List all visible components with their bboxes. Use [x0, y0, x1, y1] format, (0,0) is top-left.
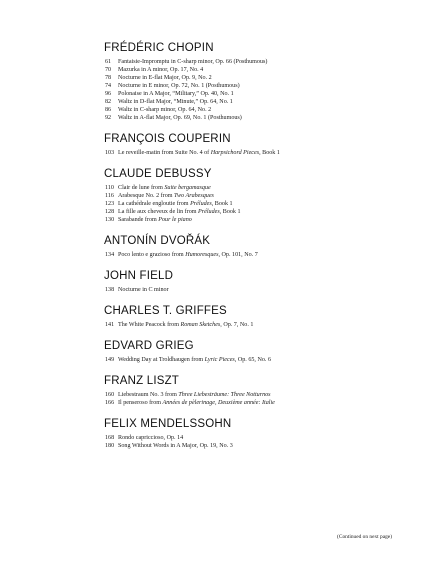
title-text: Poco lento e grazioso from — [118, 252, 186, 258]
collection-title-italic: Humoresques — [185, 252, 219, 258]
title-text: , Book 1 — [211, 201, 233, 207]
page-number: 134 — [105, 252, 115, 258]
page-number: 128 — [105, 209, 115, 215]
toc-entry[interactable] — [104, 442, 404, 450]
title-text: , Op. 7, No. 1 — [220, 322, 254, 328]
composer-section — [104, 167, 404, 224]
page-number: 149 — [105, 357, 115, 363]
toc-entry[interactable] — [104, 216, 404, 224]
toc-entry[interactable] — [104, 184, 404, 192]
piece-title — [118, 399, 275, 407]
piece-title — [118, 149, 280, 157]
toc-entry[interactable] — [104, 321, 404, 329]
title-text: Mazurka in A minor, Op. 17, No. 4 — [118, 67, 204, 73]
title-text: Clair de lune from — [118, 185, 165, 191]
collection-title-italic: Années de pèlerinage, Deuxième année: Italie — [162, 400, 275, 406]
composer-section — [104, 269, 404, 294]
toc-entry[interactable] — [104, 90, 404, 98]
collection-title-italic: Suite bergamasque — [164, 185, 211, 191]
page-number: 130 — [105, 217, 115, 223]
composer-section — [104, 41, 404, 122]
composer-heading: FRÉDÉRIC CHOPIN — [104, 42, 214, 54]
page-number: 166 — [105, 400, 115, 406]
toc-entry[interactable] — [104, 74, 404, 82]
toc-entry[interactable] — [104, 114, 404, 122]
title-text: Arabesque No. 2 from — [118, 193, 175, 199]
composer-heading: FRANZ LISZT — [104, 375, 180, 387]
toc-entry[interactable] — [104, 356, 404, 364]
title-text: Waltz in A-flat Major, Op. 69, No. 1 (Posthumous) — [118, 115, 242, 121]
piece-title — [118, 321, 253, 329]
piece-title — [118, 434, 183, 442]
toc-entry[interactable] — [104, 286, 404, 294]
composer-heading: EDVARD GRIEG — [104, 340, 194, 352]
title-text: Liebestraum No. 3 from — [118, 392, 179, 398]
composer-heading: JOHN FIELD — [104, 270, 174, 282]
composer-heading: CLAUDE DEBUSSY — [104, 168, 212, 180]
continued-note: (Continued on next page) — [337, 534, 392, 540]
piece-title — [118, 74, 212, 82]
page-number: 96 — [105, 91, 112, 97]
title-text: Nocturne in E minor, Op. 72, No. 1 (Posthumous) — [118, 83, 240, 89]
title-text: Song Without Words in A Major, Op. 19, No. 3 — [118, 443, 233, 449]
page-number: 138 — [105, 287, 115, 293]
toc-entry[interactable] — [104, 58, 404, 66]
title-text: La cathédrale engloutie from — [118, 201, 191, 207]
piece-title — [118, 286, 169, 294]
collection-title-italic: Lyric Pieces — [204, 357, 235, 363]
piece-title — [118, 251, 258, 259]
collection-title-italic: Préludes — [190, 201, 212, 207]
toc-entry[interactable] — [104, 106, 404, 114]
piece-title — [118, 216, 192, 224]
title-text: La fille aux cheveux de lin from — [118, 209, 199, 215]
page-number: 160 — [105, 392, 115, 398]
collection-title-italic: Préludes — [198, 209, 220, 215]
composer-heading: CHARLES T. GRIFFES — [104, 305, 227, 317]
composer-section — [104, 234, 404, 259]
page-number: 168 — [105, 435, 115, 441]
toc-entry[interactable] — [104, 251, 404, 259]
piece-title — [118, 58, 267, 66]
piece-title — [118, 356, 271, 364]
piece-title — [118, 391, 271, 399]
toc-entry[interactable] — [104, 192, 404, 200]
title-text: , Book 1 — [219, 209, 241, 215]
piece-title — [118, 184, 211, 192]
title-text: Nocturne in C minor — [118, 287, 169, 293]
title-text: Nocturne in E-flat Major, Op. 9, No. 2 — [118, 75, 212, 81]
title-text: Sarabande from — [118, 217, 159, 223]
piece-title — [118, 114, 242, 122]
collection-title-italic: Roman Sketches — [180, 322, 221, 328]
toc-entry[interactable] — [104, 66, 404, 74]
composer-section — [104, 304, 404, 329]
piece-title — [118, 442, 233, 450]
title-text: , Op. 65, No. 6 — [234, 357, 272, 363]
title-text: Fantaisie-Impromptu in C-sharp minor, Op. 66 (Posthumous) — [118, 59, 268, 65]
collection-title-italic: Three Liebesträume: Three Notturnos — [178, 392, 271, 398]
toc-entry[interactable] — [104, 208, 404, 216]
composer-heading: FRANÇOIS COUPERIN — [104, 133, 231, 145]
page-number: 61 — [105, 59, 112, 65]
toc-entry[interactable] — [104, 149, 404, 157]
toc-entry[interactable] — [104, 200, 404, 208]
page-number: 86 — [105, 107, 112, 113]
page-number: 123 — [105, 201, 115, 207]
toc-entry[interactable] — [104, 98, 404, 106]
title-text: Il penseroso from — [118, 400, 163, 406]
piece-title — [118, 98, 233, 106]
piece-title — [118, 106, 211, 114]
composer-section — [104, 132, 404, 157]
title-text: , Book 1 — [259, 150, 280, 156]
table-of-contents — [104, 41, 404, 460]
toc-entry[interactable] — [104, 434, 404, 442]
composer-heading: ANTONÍN DVOŘÁK — [104, 235, 211, 247]
collection-title-italic: Harpsichord Pieces — [210, 150, 260, 156]
toc-entry[interactable] — [104, 82, 404, 90]
piece-title — [118, 82, 240, 90]
composer-heading: FELIX MENDELSSOHN — [104, 418, 232, 430]
title-text: , Op. 101, No. 7 — [218, 252, 258, 258]
toc-entry[interactable] — [104, 399, 404, 407]
page-number: 82 — [105, 99, 112, 105]
title-text: Wedding Day at Troldhaugen from — [118, 357, 205, 363]
piece-title — [118, 200, 233, 208]
composer-section — [104, 417, 404, 450]
piece-title — [118, 192, 214, 200]
composer-section — [104, 339, 404, 364]
piece-title — [118, 208, 241, 216]
page-number: 92 — [105, 115, 112, 121]
title-text: Polonaise in A Major, “Military,” Op. 40, No. 1 — [118, 91, 234, 97]
title-text: Waltz in C-sharp minor, Op. 64, No. 2 — [118, 107, 212, 113]
title-text: Rondo capriccioso, Op. 14 — [118, 435, 184, 441]
page-number: 141 — [105, 322, 115, 328]
collection-title-italic: Pour le piano — [158, 217, 192, 223]
toc-entry[interactable] — [104, 391, 404, 399]
title-text: Waltz in D-flat Major, “Minute,” Op. 64, No. 1 — [118, 99, 233, 105]
page-number: 74 — [105, 83, 112, 89]
piece-title — [118, 90, 234, 98]
page-number: 110 — [105, 185, 114, 191]
page-number: 116 — [105, 193, 114, 199]
page-number: 78 — [105, 75, 112, 81]
page-number: 70 — [105, 67, 112, 73]
page-number: 103 — [105, 150, 115, 156]
title-text: The White Peacock from — [118, 322, 181, 328]
piece-title — [118, 66, 203, 74]
title-text: Le reveille-matin from Suite No. 4 of — [118, 150, 211, 156]
composer-section — [104, 374, 404, 407]
page-number: 180 — [105, 443, 115, 449]
collection-title-italic: Two Arabesques — [174, 193, 214, 199]
